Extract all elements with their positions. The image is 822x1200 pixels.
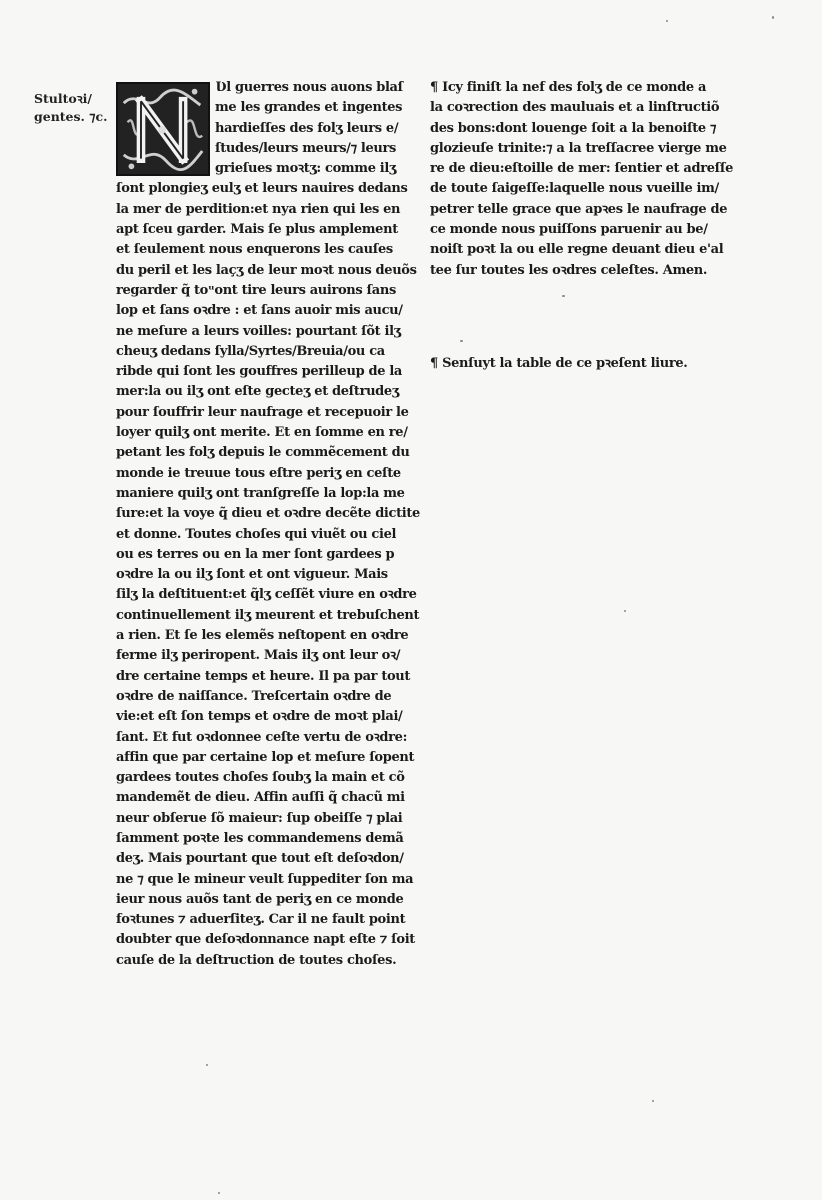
text-line: hardieſſes des folʒ leurs e/: [215, 120, 399, 136]
text-line: la mer de perdition:et nya rien qui les en: [116, 201, 401, 217]
text-line: petant les folʒ depuis le commẽcement du: [116, 445, 410, 461]
paper-speck: [772, 16, 774, 19]
margin-note-line: Stultoꝛi/: [34, 91, 92, 106]
text-line: la coꝛrection des mauluais et a linſtructiõ: [430, 100, 720, 116]
paper-speck: [562, 295, 565, 297]
text-line: mer:la ou ilʒ ont eſte gecteʒ et deſtrudeʒ: [116, 384, 399, 400]
text-line: ne meſure a leurs voilles: pourtant ſõt ilʒ: [116, 323, 401, 339]
paper-speck: [218, 1192, 220, 1194]
text-line: me les grandes et ingentes: [215, 100, 403, 116]
text-line: ſtudes/leurs meurs/⁊ leurs: [215, 140, 396, 156]
text-line: ferme ilʒ periropent. Mais ilʒ ont leur oꝛ/: [116, 648, 401, 664]
text-line: de toute ſaigeſſe:laquelle nous vueille im/: [430, 181, 719, 197]
text-line: ribde qui ſont les gouffres perilleup de la: [116, 364, 402, 380]
text-line: oꝛdre la ou ilʒ ſont et ont vigueur. Mais: [116, 567, 388, 583]
text-line: ne ⁊ que le mineur veult ſuppediter ſon ma: [116, 871, 414, 887]
paper-speck: [206, 1064, 208, 1066]
text-line: ſont plongieʒ eulʒ et leurs nauires dedans: [116, 181, 408, 197]
paper-speck: [652, 1100, 654, 1102]
margin-note: [34, 90, 118, 126]
table-heading: ¶ Senſuyt la table de ce pꝛeſent liure.: [430, 356, 688, 371]
left-text-column: [116, 78, 434, 971]
text-line: du peril et les laçʒ de leur moꝛt nous deuõs: [116, 262, 417, 278]
text-line: maniere quilʒ ont tranſgreſſe la lop:la me: [116, 485, 405, 501]
paper-speck: [666, 20, 668, 22]
text-line: affin que par certaine lop et meſure ſopent: [116, 749, 415, 765]
text-line: foꝛtunes ⁊ aduerſiteʒ. Car il ne fault point: [116, 912, 406, 928]
text-line: ſamment poꝛte les commandemens demã: [116, 830, 404, 846]
text-line: et ſeulement nous enquerons les cauſes: [116, 242, 393, 258]
text-line: lop et ſans oꝛdre : et ſans auoir mis aucu/: [116, 303, 403, 319]
body-lines: [116, 179, 434, 971]
text-line: tee ſur toutes les oꝛdres celeſtes. Amen.: [430, 262, 708, 278]
text-line: a rien. Et ſe les elemẽs neſtopent en oꝛdre: [116, 628, 409, 644]
text-line: des bons:dont louenge ſoit a la benoiſte ⁊: [430, 120, 717, 136]
text-line: neur obſerue ſõ maieur: ſup obeiſſe ⁊ plai: [116, 810, 403, 826]
text-line: continuellement ilʒ meurent et trebuſchent: [116, 607, 420, 623]
text-line: regarder q̃ toᵘont tire leurs auirons ſans: [116, 282, 396, 298]
text-line: glozieuſe trinite:⁊ a la treſſacree vierge me: [430, 140, 727, 156]
margin-note-line: gentes. ⁊c.: [34, 109, 108, 124]
text-line: oꝛdre de naiſſance. Treſcertain oꝛdre de: [116, 688, 392, 704]
text-line: apt ſceu garder. Mais ſe plus amplement: [116, 222, 398, 238]
text-line: noiſt poꝛt la ou elle regne deuant dieu e'al: [430, 242, 724, 258]
text-line: pour ſouffrir leur naufrage et recepuoir le: [116, 404, 409, 420]
text-line: ou es terres ou en la mer ſont gardees p: [116, 546, 395, 562]
text-line: cauſe de la deſtruction de toutes choſes.: [116, 952, 397, 968]
text-line: grieſues moꝛtʒ: comme ilʒ: [215, 161, 397, 177]
text-line: et donne. Toutes choſes qui viuẽt ou ciel: [116, 526, 397, 542]
text-line: cheuʒ dedans ſylla/Syrtes/Breuia/ou ca: [116, 343, 385, 359]
paper-speck: [624, 610, 626, 612]
text-line: Ʋl guerres nous auons blaſ: [215, 80, 403, 95]
text-line: ſure:et la voye q̃ dieu et oꝛdre decẽte dictite: [116, 506, 420, 522]
text-line: ¶ Icy finiſt la nef des folʒ de ce monde a: [430, 80, 707, 95]
text-line: re de dieu:eſtoille de mer: ſentier et adreſſe: [430, 161, 734, 177]
opening-lines: [215, 78, 434, 179]
paper-speck: [460, 340, 463, 342]
text-line: ce monde nous puiſſons paruenir au be/: [430, 222, 708, 238]
text-line: monde ie treuue tous eſtre periʒ en ceſte: [116, 465, 401, 481]
text-line: doubter que deſoꝛdonnance napt eſte ⁊ ſoit: [116, 932, 415, 948]
text-line: ſilʒ la deſtituent:et q̃lʒ ceſſẽt viure en oꝛdre: [116, 587, 417, 603]
text-line: gardees toutes choſes ſoubʒ la main et cõ: [116, 770, 405, 786]
text-line: loyer quilʒ ont merite. Et en ſomme en re/: [116, 425, 408, 441]
text-line: dre certaine temps et heure. Il pa par tout: [116, 668, 411, 684]
text-line: mandemẽt de dieu. Affin auſſi q̃ chacũ mi: [116, 790, 405, 806]
text-line: ſant. Et fut oꝛdonnee ceſte vertu de oꝛdre:: [116, 729, 408, 745]
text-line: ieur nous auõs tant de periʒ en ce monde: [116, 891, 404, 907]
right-text-column: [430, 78, 762, 281]
text-line: vie:et eſt ſon temps et oꝛdre de moꝛt plai/: [116, 709, 403, 725]
text-line: deʒ. Mais pourtant que tout eſt deſoꝛdon/: [116, 851, 404, 867]
text-line: petrer telle grace que apꝛes le naufrage de: [430, 201, 728, 217]
